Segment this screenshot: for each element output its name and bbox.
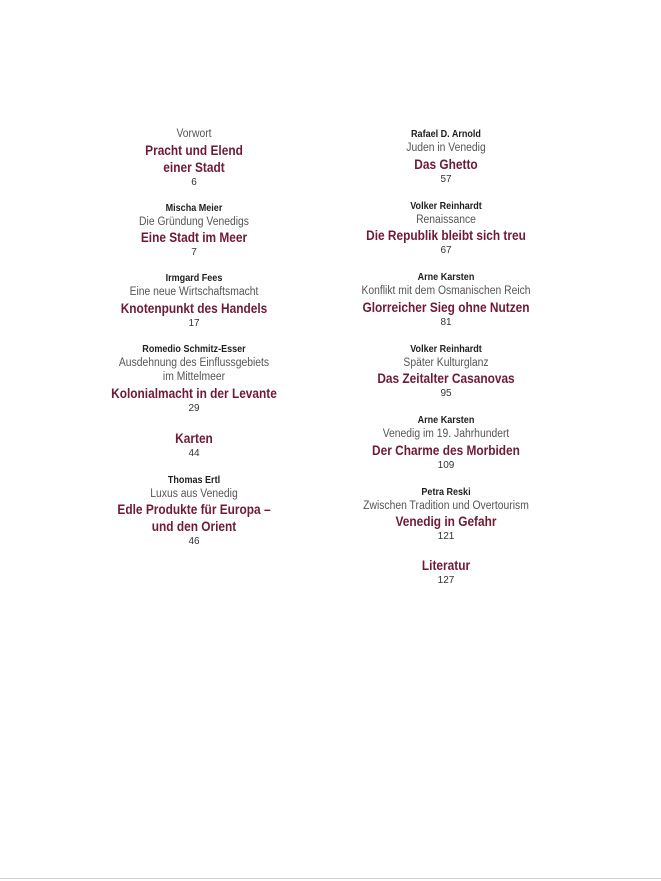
entry-page-number: 127 — [437, 575, 455, 586]
entry-author: Rafael D. Arnold — [411, 128, 481, 140]
entry-subtitle: Venedig im 19. Jahrhundert — [382, 428, 510, 440]
entry-title: Pracht und Elend — [145, 142, 243, 158]
toc-entry-karten[interactable] — [74, 430, 314, 461]
toc-entry-casanova[interactable] — [326, 342, 566, 402]
entry-title: Karten — [175, 430, 213, 446]
toc-entry-osmanen[interactable] — [326, 270, 566, 330]
toc-right-column — [326, 127, 566, 588]
entry-author: Romedio Schmitz-Esser — [142, 342, 246, 355]
entry-title: und den Orient — [151, 519, 237, 534]
page-bottom-divider — [0, 878, 661, 879]
entry-page-number: 57 — [440, 173, 452, 185]
entry-author: Thomas Ertl — [167, 473, 221, 486]
entry-title: Kolonialmacht in der Levante — [111, 385, 277, 401]
entry-page-number: 81 — [440, 316, 452, 328]
entry-title: Venedig in Gefahr — [395, 514, 497, 529]
entry-page-number: 109 — [437, 459, 455, 471]
toc-entry-vorwort[interactable] — [74, 127, 314, 190]
entry-title: Die Republik bleibt sich treu — [366, 228, 526, 243]
entry-page-number: 7 — [191, 247, 197, 258]
entry-page-number: 67 — [440, 245, 452, 256]
toc-entry-gruendung[interactable] — [74, 201, 314, 261]
entry-title: Edle Produkte für Europa – — [117, 502, 271, 517]
entry-subtitle: Eine neue Wirtschaftsmacht — [129, 286, 259, 298]
entry-page-number: 6 — [191, 176, 197, 188]
entry-subtitle: Renaissance — [416, 213, 476, 226]
entry-author: Arne Karsten — [417, 414, 475, 426]
entry-subtitle: Luxus aus Venedig — [150, 487, 238, 500]
toc-entry-renaissance[interactable] — [326, 199, 566, 259]
entry-subtitle: Zwischen Tradition und Overtourism — [363, 499, 529, 512]
entry-subtitle: Konflikt mit dem Osmanischen Reich — [361, 285, 531, 297]
entry-title: einer Stadt — [163, 159, 225, 175]
entry-author: Irmgard Fees — [165, 272, 223, 284]
entry-page-number: 121 — [437, 531, 455, 542]
entry-subtitle: im Mittelmeer — [162, 371, 226, 383]
entry-title: Literatur — [421, 558, 471, 573]
toc-entry-morbiden[interactable] — [326, 413, 566, 473]
entry-title: Der Charme des Morbiden — [372, 442, 520, 458]
entry-author: Volker Reinhardt — [410, 342, 482, 355]
toc-left-column — [74, 127, 314, 549]
toc-entry-gefahr[interactable] — [326, 485, 566, 545]
entry-subtitle: Später Kulturglanz — [403, 356, 489, 369]
entry-subtitle: Ausdehnung des Einflussgebiets — [118, 356, 270, 369]
entry-subtitle: Die Gründung Venedigs — [139, 215, 249, 228]
toc-entry-levante[interactable] — [74, 342, 314, 416]
entry-page-number: 95 — [440, 388, 452, 399]
entry-title: Glorreicher Sieg ohne Nutzen — [362, 299, 530, 315]
entry-subtitle: Juden in Venedig — [406, 142, 486, 154]
entry-author: Mischa Meier — [165, 201, 223, 214]
entry-title: Das Zeitalter Casanovas — [377, 371, 515, 386]
entry-page-number: 17 — [188, 317, 200, 329]
entry-title: Knotenpunkt des Handels — [120, 300, 268, 316]
toc-entry-handel[interactable] — [74, 271, 314, 331]
toc-entry-luxus[interactable] — [74, 473, 314, 550]
entry-page-number: 44 — [188, 447, 200, 459]
entry-author: Arne Karsten — [417, 271, 475, 283]
entry-author: Petra Reski — [421, 485, 471, 498]
entry-author: Volker Reinhardt — [410, 199, 482, 212]
entry-subtitle: Vorwort — [176, 128, 212, 140]
entry-title: Eine Stadt im Meer — [140, 230, 248, 245]
entry-page-number: 46 — [188, 536, 200, 547]
toc-entry-ghetto[interactable] — [326, 127, 566, 187]
entry-page-number: 29 — [188, 402, 200, 414]
toc-entry-literatur[interactable] — [326, 557, 566, 588]
entry-title: Das Ghetto — [414, 156, 478, 172]
